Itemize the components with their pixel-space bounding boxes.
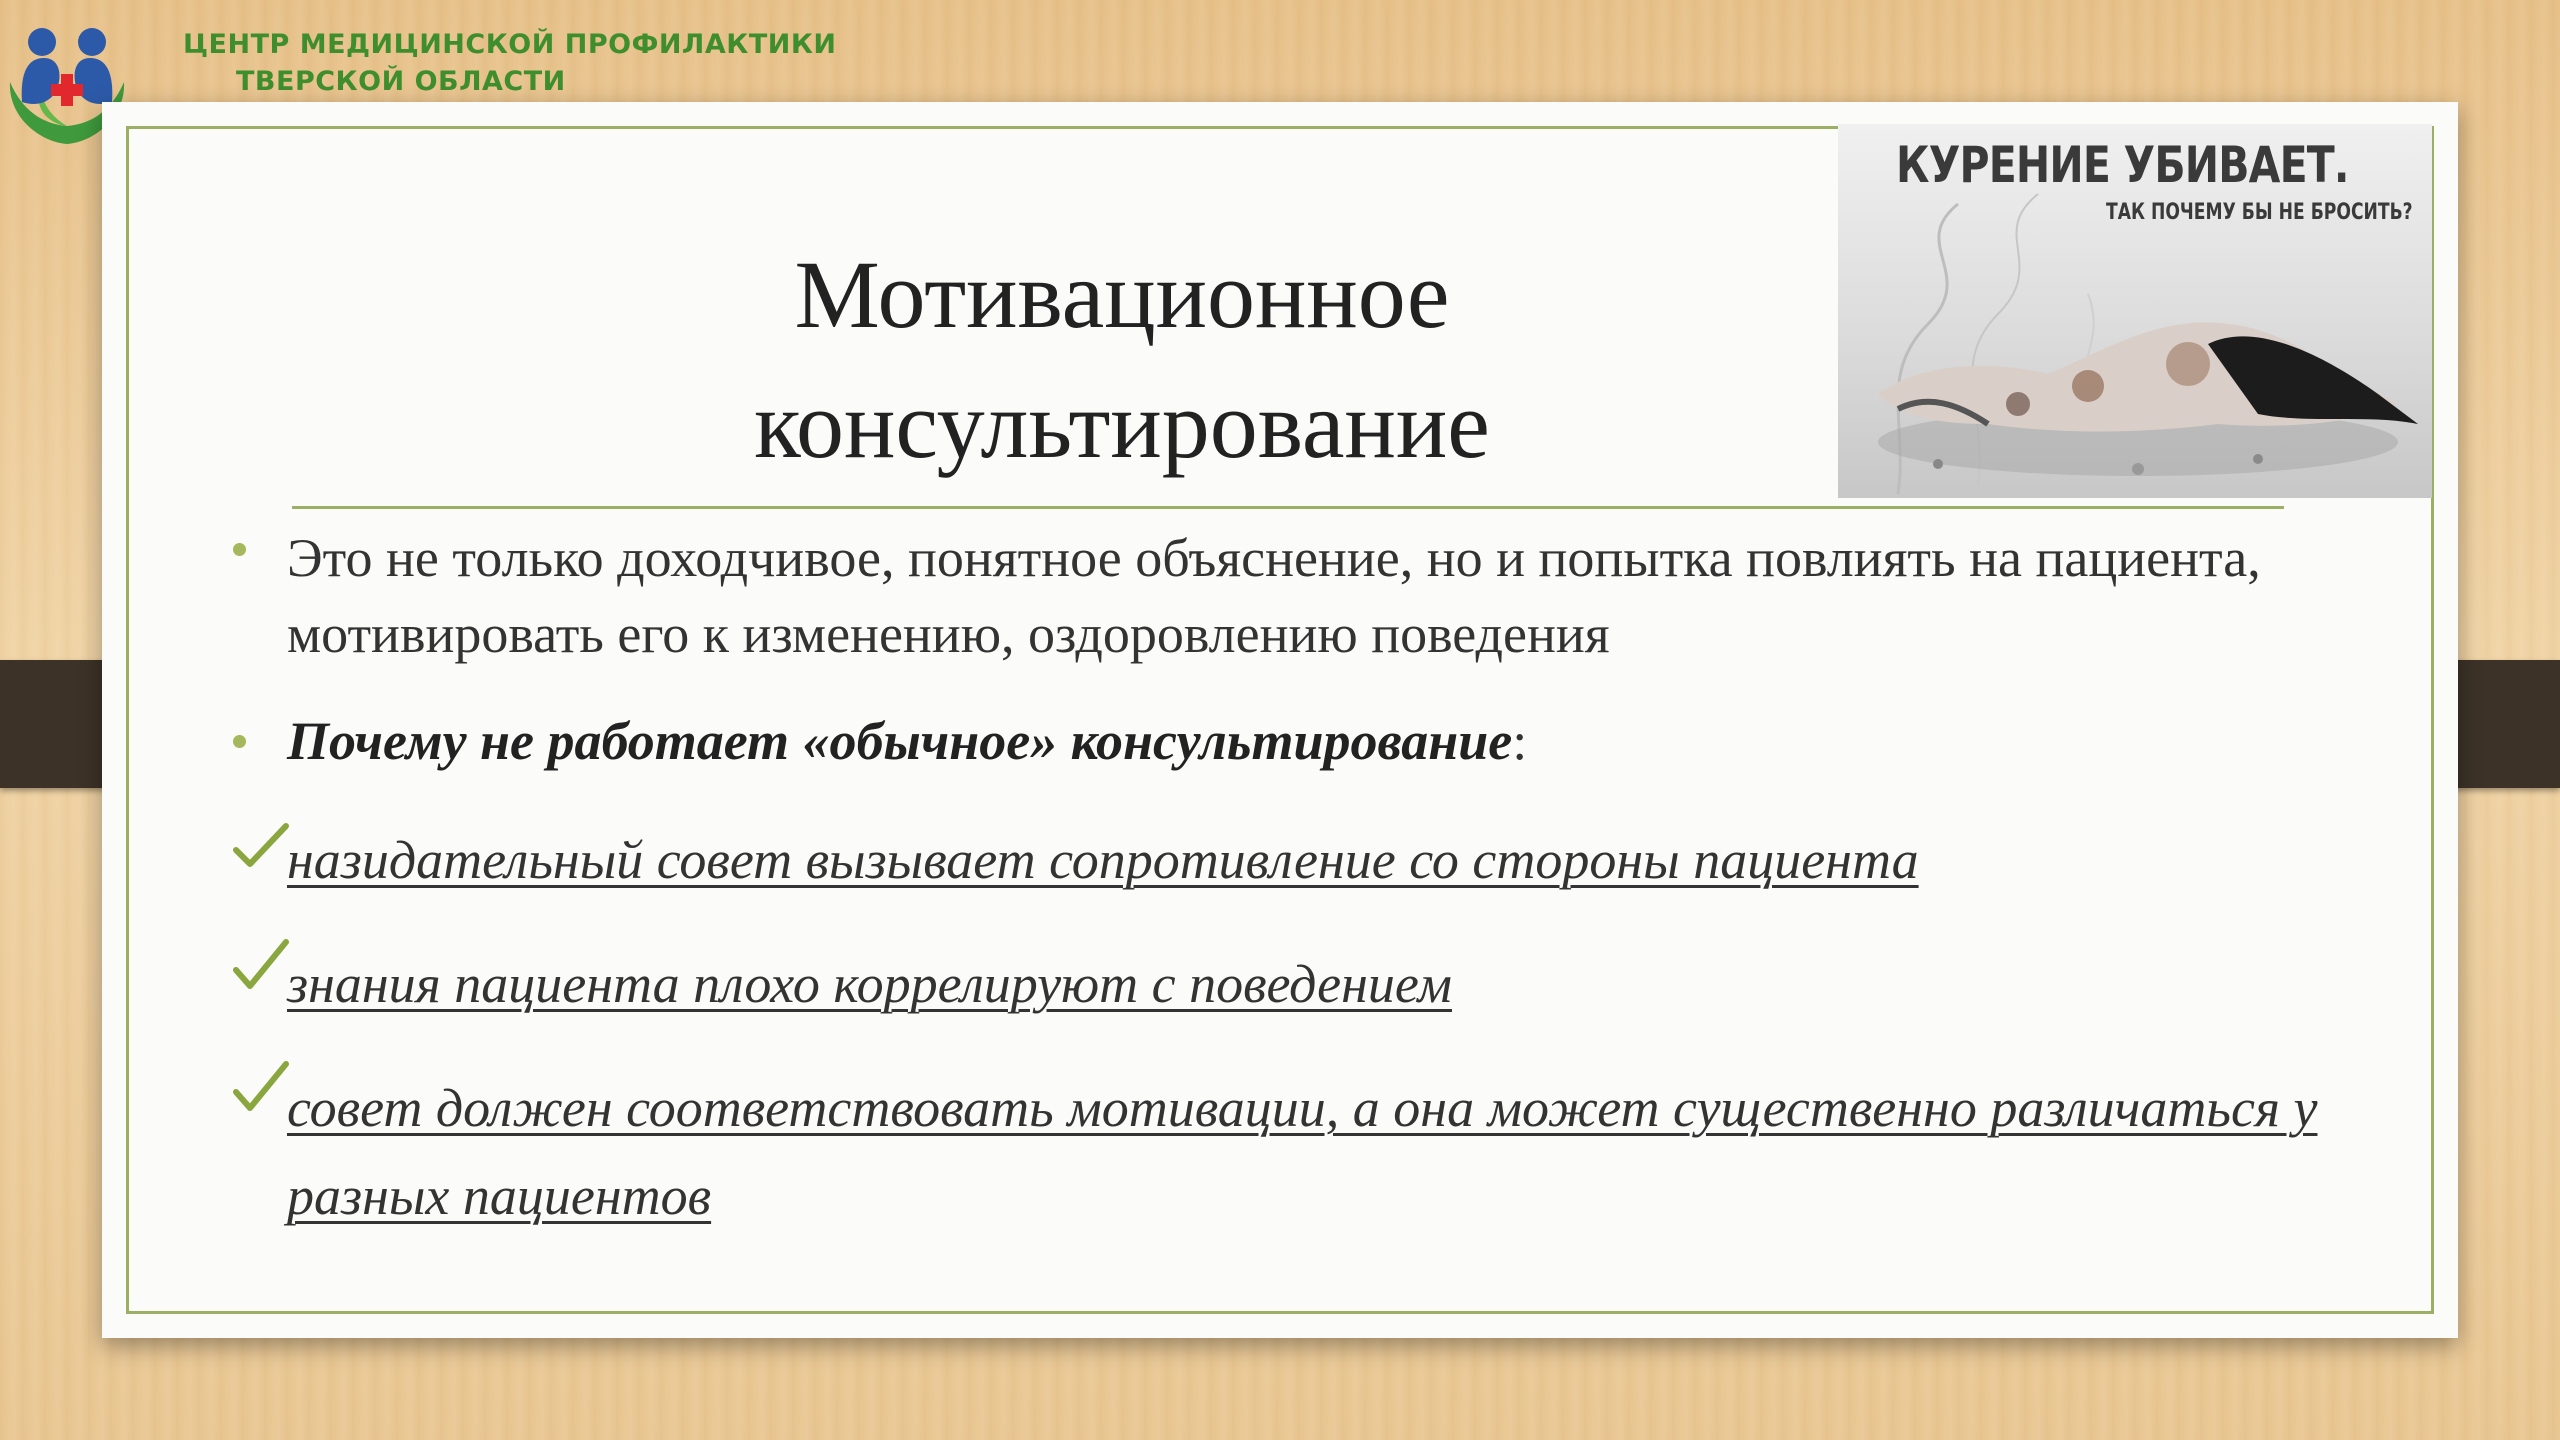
poster-subline: ТАК ПОЧЕМУ БЫ НЕ БРОСИТЬ?	[2106, 200, 2413, 225]
bullet-definition: Это не только доходчивое, понятное объяснение, но и попытка повлиять на пациента, мотивировать его к изменению, оздоровлению поведения	[287, 528, 2261, 664]
title-divider	[292, 506, 2284, 509]
bullet-marker	[233, 735, 246, 748]
anti-smoking-poster	[1838, 124, 2432, 498]
slide-title	[502, 230, 1742, 490]
organization-name-line2: ТВЕРСКОЙ ОБЛАСТИ	[236, 66, 566, 97]
bullet-marker	[233, 543, 246, 556]
slide-title-line1: Мотивационное	[794, 241, 1450, 348]
slide-title-line2: консультирование	[754, 371, 1490, 478]
bullet-question-colon: :	[1512, 711, 1528, 771]
checkmark-icon	[232, 820, 290, 870]
organization-name-line1: ЦЕНТР МЕДИЦИНСКОЙ ПРОФИЛАКТИКИ	[183, 29, 837, 60]
bullet-question	[287, 703, 2357, 793]
check-item-3: совет должен соответствовать мотивации, а она может существенно различаться у разных пациентов	[287, 1078, 2318, 1226]
checkmark-icon	[232, 936, 290, 994]
checkmark-icon	[232, 1058, 290, 1116]
check-item-2: знания пациента плохо коррелируют с поведением	[287, 954, 1452, 1014]
check-item-1: назидательный совет вызывает сопротивление со стороны пациента	[287, 830, 1919, 890]
poster-headline: КУРЕНИЕ УБИВАЕТ.	[1896, 136, 2349, 194]
bullet-question-bold: Почему не работает «обычное» консультирование	[287, 711, 1513, 771]
